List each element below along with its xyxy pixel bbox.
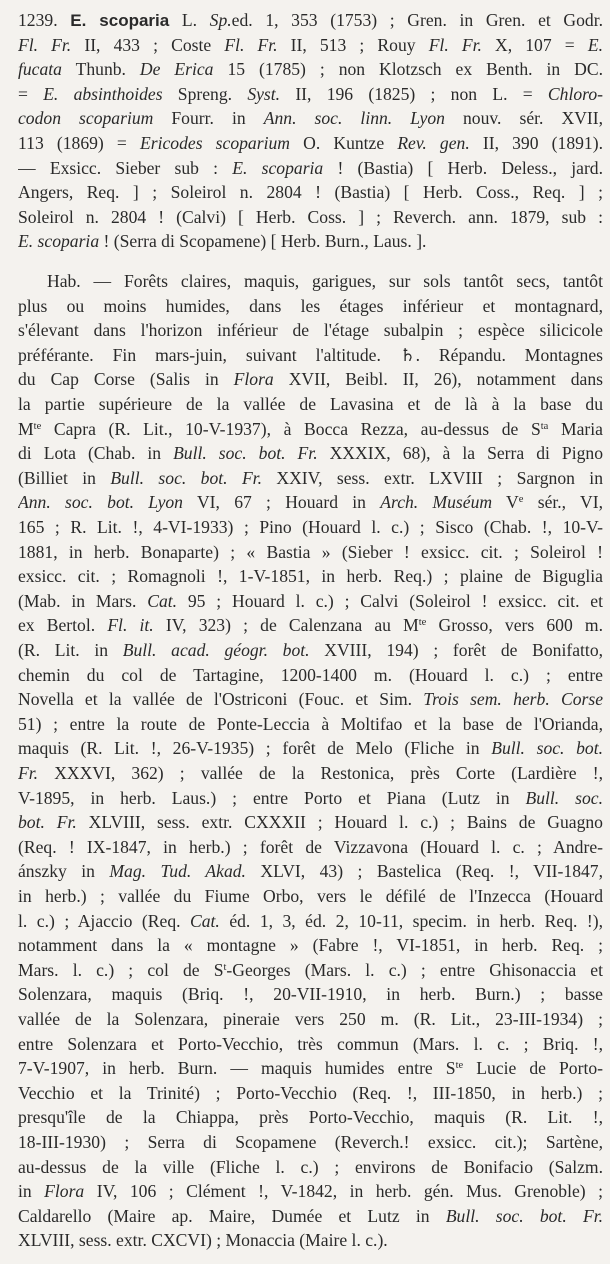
citation-italic: Bull. soc. <box>525 787 603 808</box>
text-run: ed. 1, 353 (1753) ; Gren. in Gren. et Godr. <box>231 10 603 30</box>
habitat-line <box>18 1228 603 1252</box>
citation-italic: Syst. <box>247 83 281 104</box>
citation-italic: Mag. Tud. Akad. <box>109 861 246 882</box>
habitat-line <box>18 1105 603 1129</box>
text-run: éd. 1, 3, éd. 2, 10-11, specim. in herb. Req. !), <box>219 910 603 931</box>
habitat-line <box>18 1032 603 1056</box>
habitat-line <box>18 540 603 564</box>
text-run: in herb.) ; vallée du Fiume Orbo, vers le défilé de l'Inzecca (Houard <box>18 886 603 906</box>
habitat-line <box>18 712 603 736</box>
text-run: (Billiet in <box>18 467 111 488</box>
text-run: e <box>518 494 524 506</box>
habitat-line <box>18 982 603 1006</box>
citation-italic: Bull. soc. bot. Fr. <box>445 1205 603 1226</box>
habitat-line <box>18 859 603 883</box>
citation-italic: Bull. soc. bot. Fr. <box>110 467 262 488</box>
habitat-line <box>18 884 603 908</box>
text-run: 15 (1785) ; non Klotzsch ex Benth. in DC. <box>213 59 603 80</box>
synonymy-line <box>18 180 603 204</box>
text-run: maquis (R. Lit. !, 26-V-1935) ; forêt de Melo (Fliche in <box>18 738 492 759</box>
citation-italic: bot. Fr. <box>18 812 77 833</box>
text-run: IV, 106 ; Clément !, V-1842, in herb. gén. Mus. Grenoble) ; <box>84 1181 603 1202</box>
citation-italic: Ericodes scoparium <box>140 133 290 153</box>
text-run: Thunb. <box>61 59 140 80</box>
text-run: Lucie de Porto- <box>463 1058 603 1079</box>
habitat-line <box>18 810 603 834</box>
habitat-line <box>18 1204 603 1228</box>
text-run: XVIII, 194) ; forêt de Bonifatto, <box>309 640 603 660</box>
text-run: du Cap Corse (Salis in <box>18 369 234 390</box>
citation-italic: Bull. soc. bot. <box>491 738 603 759</box>
citation-italic: Trois sem. herb. Corse <box>423 689 603 710</box>
text-run: XLVIII, sess. extr. CXXXII ; Houard l. c.) ; Bains de Guagno <box>76 812 603 833</box>
citation-italic: Bull. acad. géogr. bot. <box>122 640 310 660</box>
text-run: plus ou moins humides, dans les étages inférieur et montagnard, <box>18 295 603 316</box>
text-run: V <box>492 492 519 513</box>
text-run: 1239. <box>18 10 71 30</box>
citation-italic: E. scoparia <box>232 157 324 178</box>
text-run: XVII, Beibl. II, 26), notamment dans <box>273 369 603 390</box>
text-run: V-1895, in herb. Laus.) ; entre Porto et Piana (Lutz in <box>18 787 526 808</box>
habitat-line <box>18 933 603 957</box>
text-run: M <box>18 418 34 439</box>
text-run: Soleirol n. 2804 ! (Calvi) [ Herb. Coss. ] ; Reverch. ann. 1879, sub : <box>18 206 603 227</box>
text-run: 113 (1869) = <box>18 133 140 153</box>
text-run: -Georges (Mars. l. c.) ; entre Ghisonaccia et <box>226 959 603 980</box>
synonymy-line <box>18 131 603 155</box>
text-run: (R. Lit. in <box>18 640 123 660</box>
text-run: exsicc. cit. ; Romagnoli !, 1-V-1851, in herb. Req.) ; plaine de Biguglia <box>18 566 603 587</box>
text-run: (Req. ! IX-1847, in herb.) ; forêt de Vizzavona (Houard l. c. ; Andre- <box>18 836 603 857</box>
citation-italic: Ann. soc. bot. Lyon <box>18 492 183 513</box>
habitat-line <box>18 958 603 982</box>
citation-italic: E. <box>587 34 603 55</box>
text-run: sér., VI, <box>523 492 603 513</box>
citation-italic: fucata <box>18 59 62 80</box>
habitat-line <box>18 1130 603 1154</box>
citation-italic: Fr. <box>18 763 39 783</box>
text-run: Caldarello (Maire ap. Maire, Dumée et Lutz in <box>18 1205 446 1226</box>
citation-italic: Chloro- <box>547 83 603 104</box>
citation-italic: Flora <box>233 369 274 390</box>
synonymy-line <box>18 205 603 229</box>
text-run: Novella et la vallée de l'Ostriconi (Fouc. et Sim. <box>18 689 424 710</box>
text-run: O. Kuntze <box>289 133 398 153</box>
habitat-line <box>18 761 603 785</box>
habitat-line <box>18 589 603 613</box>
habitat-line <box>18 441 603 465</box>
text-run: nouv. sér. XVII, <box>444 108 603 129</box>
synonymy-line <box>18 156 603 180</box>
habitat-line <box>18 835 603 859</box>
text-run: 95 ; Houard l. c.) ; Calvi (Soleirol ! exsicc. cit. et <box>177 590 603 611</box>
text-run: di Lota (Chab. in <box>18 443 174 464</box>
text-run: Grosso, vers 600 m. <box>426 615 603 636</box>
text-run: ánszky in <box>18 861 110 882</box>
citation-italic: Rev. gen. <box>397 133 470 153</box>
citation-italic: E. scoparia <box>18 231 100 252</box>
text-run: IV, 323) ; de Calenzana au M <box>153 615 419 636</box>
text-run: l. c.) ; Ajaccio (Req. <box>18 910 191 931</box>
text-run: XXXIX, 68), à la Serra di Pigno <box>317 443 603 464</box>
synonymy-line <box>18 82 603 106</box>
text-run: s'élevant dans l'horizon inférieur de l'étage subalpin ; espèce silicicole <box>18 320 603 341</box>
text-run: ! (Serra di Scopamene) [ Herb. Burn., Laus. ]. <box>99 231 427 252</box>
text-run: 7-V-1907, in herb. Burn. — maquis humides entre S <box>18 1058 456 1079</box>
synonymy-line <box>18 8 603 32</box>
habitat-line <box>18 318 603 342</box>
citation-italic: E. absinthoides <box>43 83 163 104</box>
text-run: L. <box>169 10 210 30</box>
habitat-line <box>18 466 603 490</box>
habitat-line <box>18 294 603 318</box>
habitat-line <box>18 417 603 441</box>
text-run: 1881, in herb. Bonaparte) ; « Bastia » (Sieber ! exsicc. cit. ; Soleirol ! <box>18 541 603 562</box>
text-run: II, 513 ; Rouy <box>277 34 429 55</box>
habitat-line <box>18 1081 603 1105</box>
habitat-line <box>18 663 603 687</box>
citation-italic: Fl. Fr. <box>18 34 72 55</box>
text-run: XXXVI, 362) ; vallée de la Restonica, près Corte (Lardière !, <box>38 763 603 783</box>
text-run: t <box>223 961 227 973</box>
habitat-line <box>18 786 603 810</box>
citation-italic: codon scoparium <box>18 108 154 129</box>
habitat-line <box>18 909 603 933</box>
habitat-line <box>18 515 603 539</box>
text-run: II, 390 (1891). <box>469 133 603 153</box>
text-run: te <box>33 420 42 432</box>
citation-italic: Fl. Fr. <box>428 34 482 55</box>
text-run: Hab. — Forêts claires, maquis, garigues, sur sols tantôt secs, tantôt <box>47 271 603 291</box>
text-run: in <box>18 1181 45 1202</box>
habitat-line <box>47 269 603 293</box>
text-run: ex Bertol. <box>18 615 108 636</box>
text-run: au-dessus de la ville (Fliche l. c.) ; environs de Bonifacio (Salzm. <box>18 1156 603 1177</box>
habitat-line <box>18 613 603 637</box>
habitat-line <box>18 367 603 391</box>
text-run: préférante. Fin mars-juin, suivant l'altitude. ♄. Répandu. Montagnes <box>18 344 603 365</box>
citation-italic: Fl. Fr. <box>224 34 278 55</box>
habitat-line <box>18 1155 603 1179</box>
habitat-line <box>18 638 603 662</box>
text-run: te <box>418 617 427 629</box>
text-run: Fourr. in <box>153 108 264 129</box>
text-run: 18-III-1930) ; Serra di Scopamene (Reverch.! exsicc. cit.); Sartène, <box>18 1132 603 1152</box>
text-run: vallée de la Solenzara, pineraie vers 250 m. (R. Lit., 23-III-1934) ; <box>18 1009 603 1029</box>
text-run: la partie supérieure de la vallée de Lavasina et de là à la base du <box>18 394 603 414</box>
citation-italic: De Erica <box>139 59 214 80</box>
text-run: II, 433 ; Coste <box>71 34 225 55</box>
citation-italic: Ann. soc. linn. Lyon <box>263 108 445 129</box>
text-run: Maria <box>548 418 603 439</box>
synonymy-line <box>18 57 603 81</box>
text-run: ! (Bastia) [ Herb. Deless., jard. <box>323 157 603 178</box>
citation-italic: Flora <box>44 1181 85 1202</box>
text-run: Angers, Req. ] ; Soleirol n. 2804 ! (Bastia) [ Herb. Coss., Req. ] ; <box>18 182 603 203</box>
text-run: = <box>18 83 44 104</box>
habitat-line <box>18 343 603 367</box>
text-run: te <box>455 1060 464 1072</box>
text-run: ta <box>540 420 549 432</box>
synonymy-line <box>18 33 603 57</box>
text-run: entre Solenzara et Porto-Vecchio, très commun (Mars. l. c. ; Briq. !, <box>18 1033 603 1054</box>
text-run: 165 ; R. Lit. !, 4-VI-1933) ; Pino (Houard l. c.) ; Sisco (Chab. !, 10-V- <box>18 517 603 537</box>
text-run: Spreng. <box>162 83 248 104</box>
citation-italic: Cat. <box>190 910 220 931</box>
citation-italic: Sp. <box>209 10 232 30</box>
text-run: XXIV, sess. extr. LXVIII ; Sargnon in <box>261 467 603 488</box>
text-run: Solenzara, maquis (Briq. !, 20-VII-1910, in herb. Burn.) ; basse <box>18 984 603 1005</box>
citation-italic: Arch. Muséum <box>380 492 493 513</box>
text-run: Capra (R. Lit., 10-V-1937), à Bocca Rezza, au-dessus de S <box>41 418 541 439</box>
text-run: Vecchio et la Trinité) ; Porto-Vecchio (Req. !, III-1850, in herb.) ; <box>18 1082 603 1103</box>
habitat-line <box>18 736 603 760</box>
text-run: (Mab. in Mars. <box>18 590 148 611</box>
text-run: XLVI, 43) ; Bastelica (Req. !, VII-1847, <box>245 861 603 882</box>
citation-italic: Fl. it. <box>107 615 154 636</box>
text-run: 51) ; entre la route de Ponte-Leccia à Moltifao et la base de l'Orianda, <box>18 713 603 734</box>
species-name: E. scoparia <box>70 11 170 30</box>
habitat-line <box>18 687 603 711</box>
synonymy-line <box>18 229 603 253</box>
habitat-line <box>18 490 603 514</box>
text-run: II, 196 (1825) ; non L. = <box>280 83 548 104</box>
text-run: — Exsicc. Sieber sub : <box>18 157 233 178</box>
citation-italic: Cat. <box>147 590 178 611</box>
text-run: XLVIII, sess. extr. CXCVI) ; Monaccia (Maire l. c.). <box>18 1230 388 1251</box>
text-run: VI, 67 ; Houard in <box>182 492 381 513</box>
synonymy-line <box>18 106 603 130</box>
habitat-line <box>18 1007 603 1031</box>
habitat-line <box>18 564 603 588</box>
text-run: presqu'île de la Chiappa, près Porto-Vecchio, maquis (R. Lit. !, <box>18 1107 603 1128</box>
habitat-line <box>18 1179 603 1203</box>
citation-italic: Bull. soc. bot. Fr. <box>173 443 318 464</box>
text-run: Mars. l. c.) ; col de S <box>18 959 224 980</box>
text-run: chemin du col de Tartagine, 1200-1400 m. (Houard l. c.) ; entre <box>18 664 603 685</box>
habitat-line <box>18 1056 603 1080</box>
text-run: notamment dans la « montagne » (Fabre !, VI-1851, in herb. Req. ; <box>18 935 603 956</box>
text-run: X, 107 = <box>481 34 588 55</box>
habitat-line <box>18 392 603 416</box>
